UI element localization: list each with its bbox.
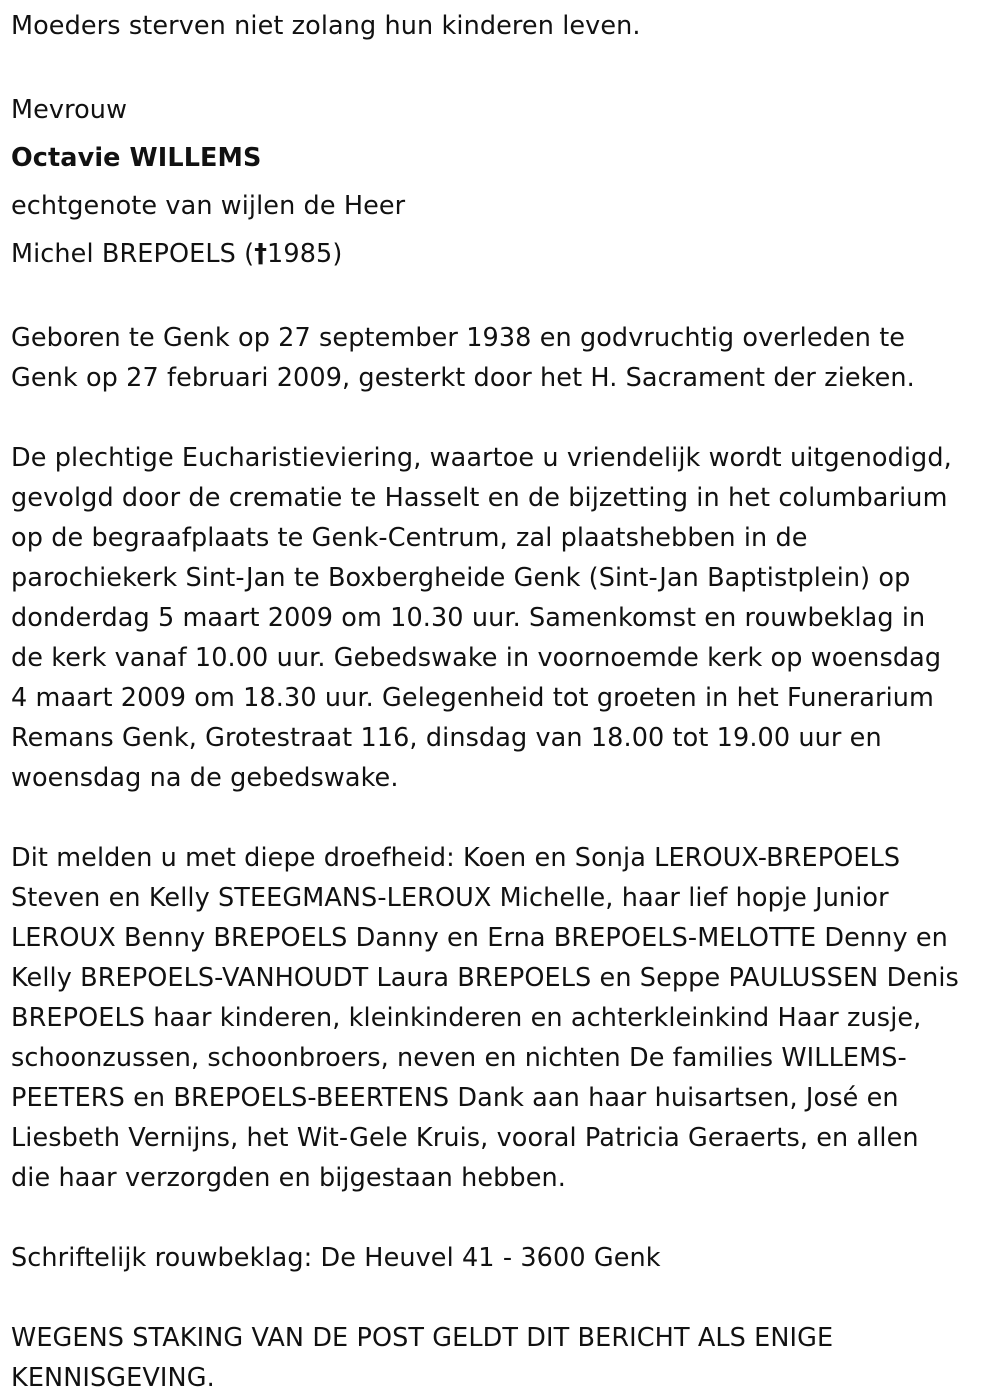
condolence-address: Schriftelijk rouwbeklag: De Heuvel 41 - 3600 Genk bbox=[11, 1243, 661, 1273]
ceremony-line: Remans Genk, Grotestraat 116, dinsdag van 18.00 tot 19.00 uur en bbox=[11, 723, 882, 753]
opening-quote: Moeders sterven niet zolang hun kinderen leven. bbox=[11, 11, 641, 41]
notice-paragraph bbox=[11, 1318, 996, 1398]
spacer bbox=[11, 1198, 996, 1238]
notice-line: WEGENS STAKING VAN DE POST GELDT DIT BERICHT ALS ENIGE bbox=[11, 1323, 834, 1353]
spacer bbox=[11, 1278, 996, 1318]
family-line: schoonzussen, schoonbroers, neven en nichten De families WILLEMS- bbox=[11, 1043, 907, 1073]
family-line: LEROUX Benny BREPOELS Danny en Erna BREPOELS-MELOTTE Denny en bbox=[11, 923, 948, 953]
spacer bbox=[11, 46, 996, 86]
ceremony-line: donderdag 5 maart 2009 om 10.30 uur. Samenkomst en rouwbeklag in bbox=[11, 603, 926, 633]
family-line: Kelly BREPOELS-VANHOUDT Laura BREPOELS en Seppe PAULUSSEN Denis bbox=[11, 963, 959, 993]
ceremony-line: De plechtige Eucharistieviering, waartoe u vriendelijk wordt uitgenodigd, bbox=[11, 443, 952, 473]
family-line: BREPOELS haar kinderen, kleinkinderen en achterkleinkind Haar zusje, bbox=[11, 1003, 922, 1033]
ceremony-line: parochiekerk Sint-Jan te Boxbergheide Genk (Sint-Jan Baptistplein) op bbox=[11, 563, 911, 593]
ceremony-line: gevolgd door de crematie te Hasselt en de bijzetting in het columbarium bbox=[11, 483, 948, 513]
birth-death-line: Genk op 27 februari 2009, gesterkt door het H. Sacrament der zieken. bbox=[11, 363, 915, 393]
spacer bbox=[11, 398, 996, 438]
obituary-document bbox=[11, 0, 996, 1398]
family-line: PEETERS en BREPOELS-BEERTENS Dank aan haar huisartsen, José en bbox=[11, 1083, 899, 1113]
birth-death-paragraph bbox=[11, 318, 996, 398]
spacer bbox=[11, 278, 996, 318]
family-line: Steven en Kelly STEEGMANS-LEROUX Michelle, haar lief hopje Junior bbox=[11, 883, 889, 913]
ceremony-line: op de begraafplaats te Genk-Centrum, zal plaatshebben in de bbox=[11, 523, 808, 553]
family-line: Liesbeth Vernijns, het Wit-Gele Kruis, vooral Patricia Geraerts, en allen bbox=[11, 1123, 919, 1153]
ceremony-line: woensdag na de gebedswake. bbox=[11, 763, 399, 793]
family-line: die haar verzorgden en bijgestaan hebben. bbox=[11, 1163, 566, 1193]
spouse-name: Michel BREPOELS ( bbox=[11, 239, 255, 269]
deceased-name: Octavie WILLEMS bbox=[11, 143, 262, 173]
spouse-death-year: 1985) bbox=[267, 239, 343, 269]
family-paragraph bbox=[11, 838, 996, 1198]
family-line: Dit melden u met diepe droefheid: Koen en Sonja LEROUX-BREPOELS bbox=[11, 843, 901, 873]
cross-icon: † bbox=[254, 239, 268, 269]
ceremony-line: 4 maart 2009 om 18.30 uur. Gelegenheid tot groeten in het Funerarium bbox=[11, 683, 934, 713]
birth-death-line: Geboren te Genk op 27 september 1938 en godvruchtig overleden te bbox=[11, 323, 906, 353]
notice-line: KENNISGEVING. bbox=[11, 1363, 215, 1393]
spacer bbox=[11, 798, 996, 838]
spouse-line bbox=[11, 230, 996, 278]
ceremony-paragraph bbox=[11, 438, 996, 798]
salutation: Mevrouw bbox=[11, 95, 128, 125]
relation-line: echtgenote van wijlen de Heer bbox=[11, 191, 406, 221]
ceremony-line: de kerk vanaf 10.00 uur. Gebedswake in voornoemde kerk op woensdag bbox=[11, 643, 942, 673]
